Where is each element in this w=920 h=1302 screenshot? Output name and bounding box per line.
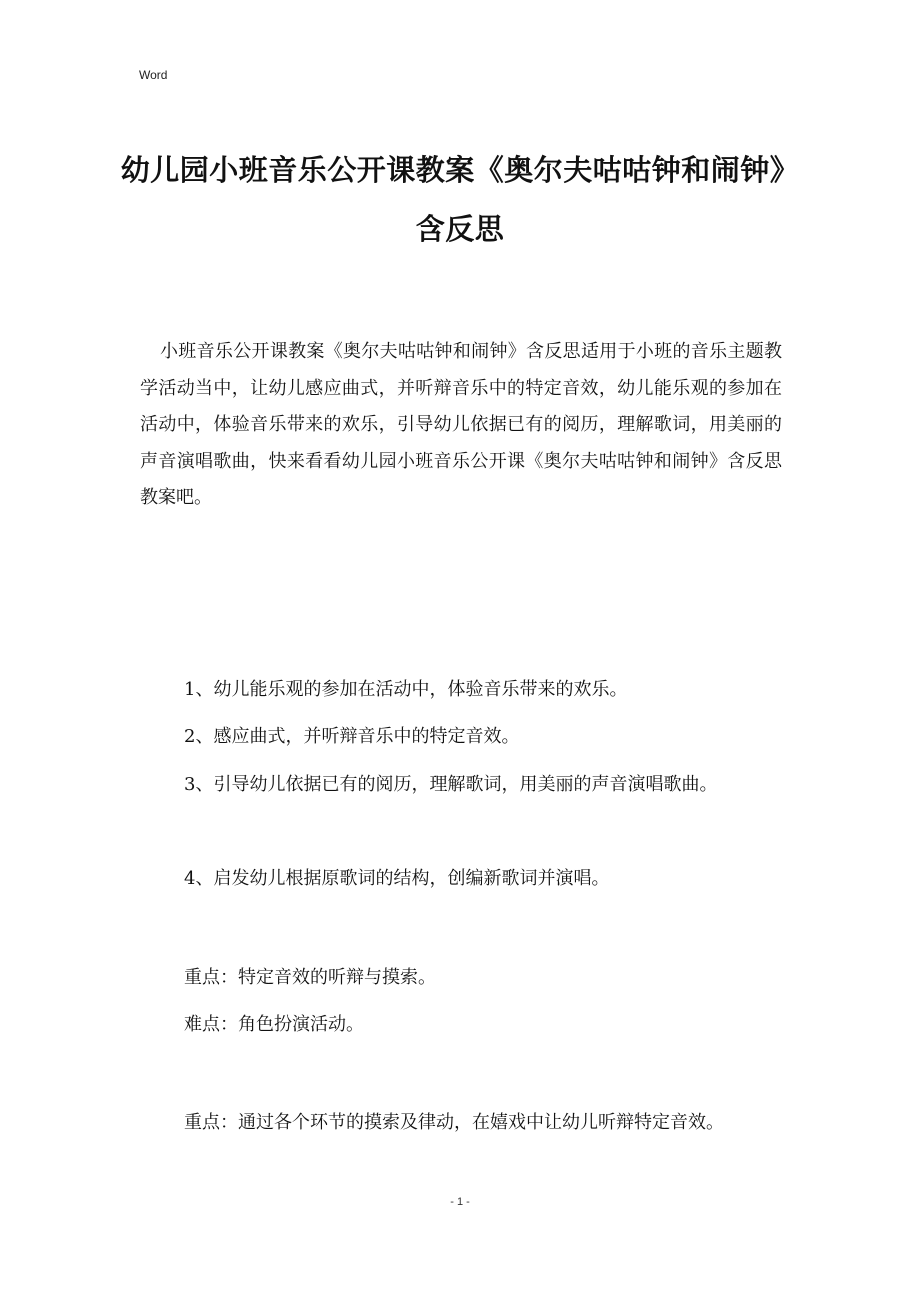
objective-item-2: 2、感应曲式，并听辩音乐中的特定音效。 — [184, 726, 520, 747]
page-number: - 1 - — [450, 1196, 470, 1208]
focus-paragraph: 重点：通过各个环节的摸索及律动，在嬉戏中让幼儿听辩特定音效。 — [184, 1112, 724, 1133]
objective-item-1: 1、幼儿能乐观的参加在活动中，体验音乐带来的欢乐。 — [184, 679, 628, 700]
difficulty-line: 难点：角色扮演活动。 — [184, 1014, 364, 1035]
key-point-line: 重点：特定音效的听辩与摸索。 — [184, 967, 436, 988]
document-header-label: Word — [139, 68, 168, 82]
document-title: 幼儿园小班音乐公开课教案《奥尔夫咕咕钟和闹钟》含反思 — [120, 153, 800, 246]
objective-item-4: 4、启发幼儿根据原歌词的结构，创编新歌词并演唱。 — [184, 868, 610, 889]
intro-paragraph: 小班音乐公开课教案《奥尔夫咕咕钟和闹钟》含反思适用于小班的音乐主题教学活动当中，让幼儿感应曲式，并听辩音乐中的特定音效，幼儿能乐观的参加在活动中，体验音乐带来的欢乐，引导幼儿依据已有的阅历，理解歌词，用美丽的声音演唱歌曲，快来看看幼儿园小班音乐公开课《奥尔夫咕咕钟和闹钟》含反思教案吧。 — [140, 341, 782, 508]
objective-item-3: 3、引导幼儿依据已有的阅历，理解歌词，用美丽的声音演唱歌曲。 — [184, 774, 718, 795]
